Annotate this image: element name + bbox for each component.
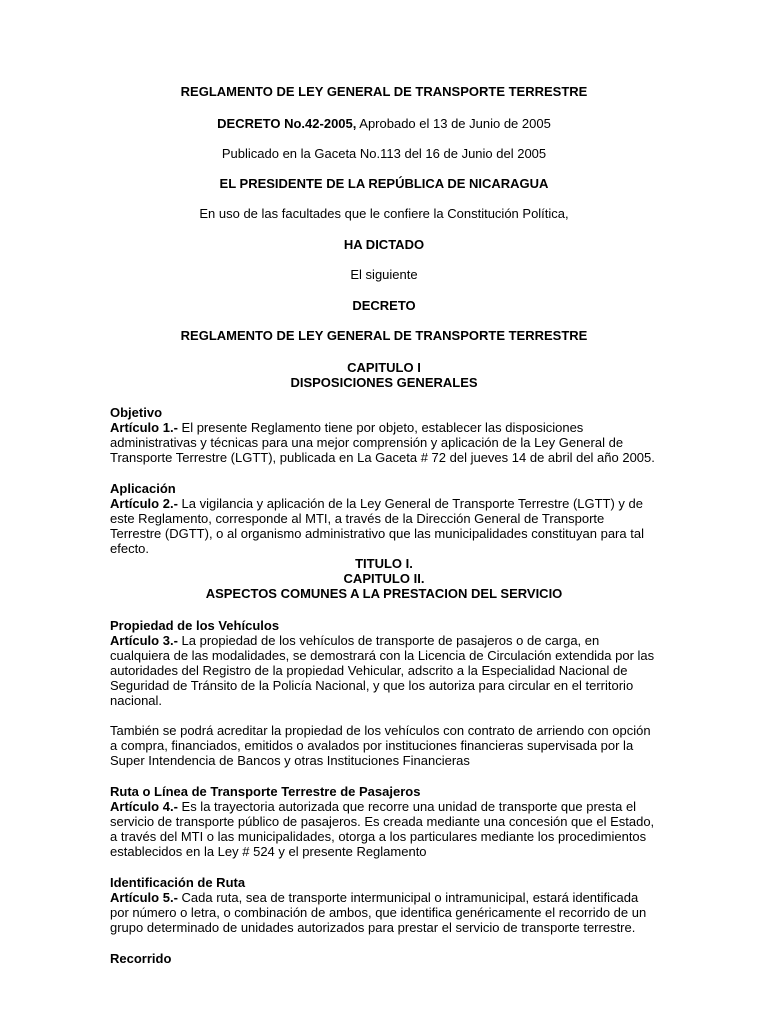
- section-identificacion: [110, 875, 658, 935]
- ha-dictado-heading: HA DICTADO: [343, 237, 425, 252]
- section-recorrido: [110, 951, 658, 966]
- article-label: Artículo 4.-: [110, 799, 178, 814]
- article-label: Artículo 1.-: [110, 420, 178, 435]
- section-heading: Aplicación: [110, 481, 176, 496]
- article-text: La propiedad de los vehículos de transporte de pasajeros o de carga, en cualquiera de las modalidades, se demostrará con la Licencia de Circulación extendida por las autoridades del Registro de la propiedad Vehicular, adscrito a la Especialidad Nacional de Seguridad de Tránsito de la Policía Nacional, y que los autoriza para circular en el territorio nacional.: [110, 633, 655, 708]
- siguiente-line: El siguiente: [350, 267, 418, 282]
- title-one-heading: TITULO I.: [355, 556, 413, 571]
- article-3-paragraph-2: También se podrá acreditar la propiedad de los vehículos con contrato de arriendo con opción a compra, financiados, emitidos o avalados por instituciones financieras supervisada por la Super Intendencia de Bancos y otras Instituciones Financieras: [110, 723, 651, 768]
- chapter-two-heading: CAPITULO II.: [343, 571, 425, 586]
- section-heading: Recorrido: [110, 951, 172, 966]
- article-4: [110, 799, 658, 859]
- decree-number: DECRETO No.42-2005,: [217, 116, 357, 131]
- title-block: [110, 556, 658, 601]
- section-objetivo: [110, 405, 658, 465]
- publication-line: Publicado en la Gaceta No.113 del 16 de Junio del 2005: [221, 146, 547, 161]
- section-ruta: [110, 784, 658, 859]
- regulation-title: REGLAMENTO DE LEY GENERAL DE TRANSPORTE TERRESTRE: [180, 328, 588, 343]
- document-title: REGLAMENTO DE LEY GENERAL DE TRANSPORTE TERRESTRE: [180, 84, 588, 99]
- article-2: [110, 496, 658, 556]
- document-page: [110, 84, 658, 966]
- general-provisions-heading: DISPOSICIONES GENERALES: [290, 375, 478, 390]
- common-aspects-heading: ASPECTOS COMUNES A LA PRESTACION DEL SERVICIO: [205, 586, 563, 601]
- section-heading: Ruta o Línea de Transporte Terrestre de Pasajeros: [110, 784, 421, 799]
- president-heading: EL PRESIDENTE DE LA REPÚBLICA DE NICARAGUA: [219, 176, 549, 191]
- article-text: Es la trayectoria autorizada que recorre una unidad de transporte que presta el servicio de transporte público de pasajeros. Es creada mediante una concesión que el Estado, a través del MTI o las municipalidades, otorga a los particulares mediante los procedimientos establecidos en la Ley # 524 y el presente Reglamento: [110, 799, 655, 859]
- article-label: Artículo 5.-: [110, 890, 178, 905]
- decree-approval-date: Aprobado el 13 de Junio de 2005: [356, 116, 551, 131]
- decree-number-line: [110, 116, 658, 131]
- article-text: La vigilancia y aplicación de la Ley General de Transporte Terrestre (LGTT) y de este Reglamento, corresponde al MTI, a través de la Dirección General de Transporte Terrestre (DGTT), o al organismo administrativo que las municipalidades constituyan para tal efecto.: [110, 496, 644, 556]
- decreto-heading: DECRETO: [352, 298, 416, 313]
- section-propiedad: [110, 618, 658, 768]
- section-aplicacion: [110, 481, 658, 556]
- chapter-one-heading: CAPITULO I: [347, 360, 421, 375]
- section-heading: Propiedad de los Vehículos: [110, 618, 280, 633]
- article-label: Artículo 2.-: [110, 496, 178, 511]
- article-text: El presente Reglamento tiene por objeto, establecer las disposiciones administrativas y técnicas para una mejor comprensión y aplicación de la Ley General de Transporte Terrestre (LGTT), publicada en La Gaceta # 72 del jueves 14 de abril del año 2005.: [110, 420, 655, 465]
- article-3: [110, 633, 658, 708]
- article-1: [110, 420, 658, 465]
- article-label: Artículo 3.-: [110, 633, 178, 648]
- article-text: Cada ruta, sea de transporte intermunicipal o intramunicipal, estará identificada por número o letra, o combinación de ambos, que identifica genéricamente el recorrido de un grupo determinado de unidades autorizados para prestar el servicio de transporte terrestre.: [110, 890, 647, 935]
- section-heading: Objetivo: [110, 405, 163, 420]
- article-5: [110, 890, 658, 935]
- faculties-line: En uso de las facultades que le confiere la Constitución Política,: [199, 206, 569, 221]
- section-heading: Identificación de Ruta: [110, 875, 246, 890]
